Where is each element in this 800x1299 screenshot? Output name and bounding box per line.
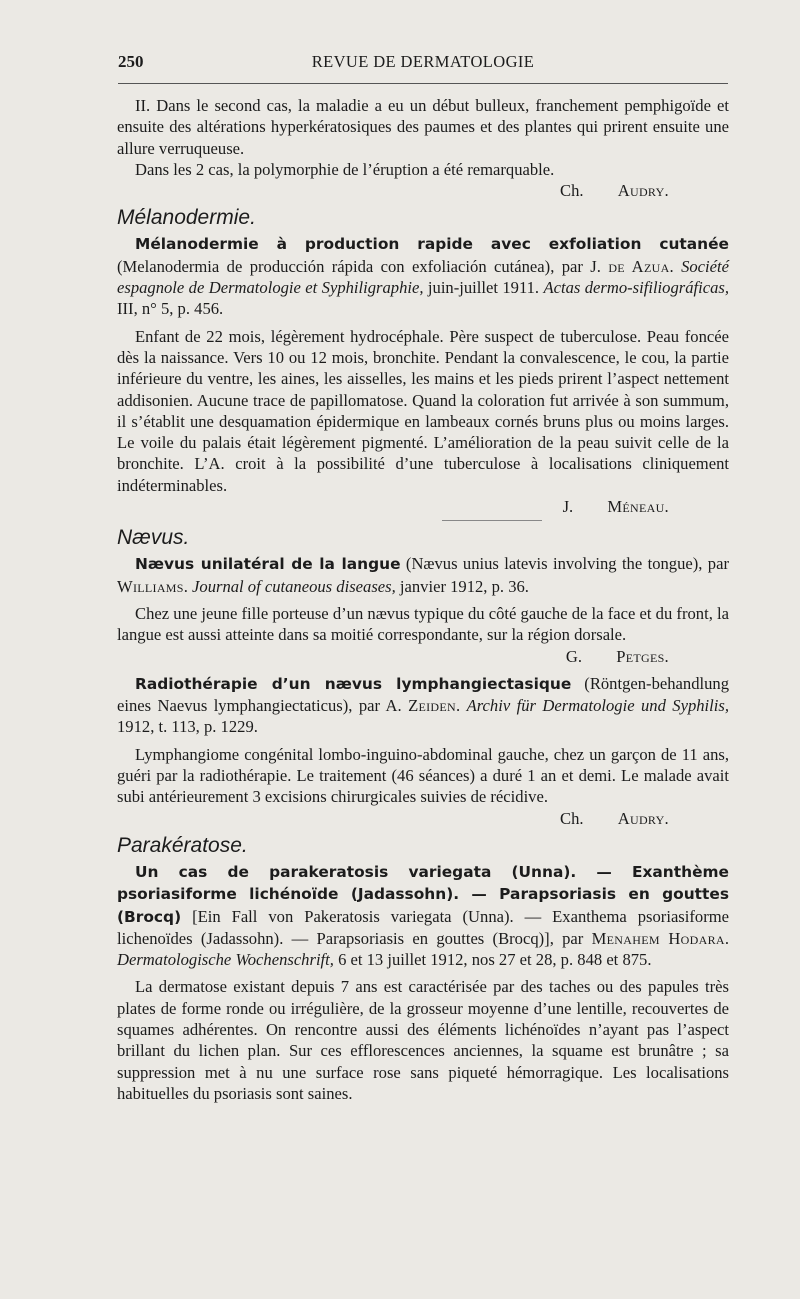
paragraph: Chez une jeune fille porteuse d’un nævus typique du côté gauche de la face et du front, la langue est aussi atteinte dans sa moitié correspondante, sur la région dorsale. [117, 603, 729, 645]
page-header [118, 52, 728, 82]
article-title: Nævus unilatéral de la langue [135, 555, 401, 574]
article-body [117, 95, 729, 1104]
article-title: Un cas de parakeratosis variegata (Unna). — Exanthème psoriasiforme lichénoïde (Jadassohn). — Parapsoriasis en gouttes (Brocq) [117, 862, 729, 926]
section-heading: Parakératose. [117, 833, 248, 857]
section-heading: Mélanodermie. [117, 206, 256, 230]
author-name: Menahem Hodara [591, 928, 725, 948]
article-title: Radiothérapie d’un nævus lymphangiectasique [135, 674, 572, 693]
running-title: REVUE DE DERMATOLOGIE [311, 52, 535, 71]
article-title: Mélanodermie à production rapide avec exfoliation cutanée [135, 235, 729, 254]
journal-name: Société espagnole de Dermatologie et Syphiligraphie, [117, 256, 729, 298]
author-name: Zeiden [408, 696, 456, 716]
article-reference: Nævus unilatéral de la langue (Nævus unius latevis involving the tongue), par Williams. Journal of cutaneous diseases, janvier 1912, p. 36. [117, 554, 729, 596]
separator-rule [442, 520, 542, 521]
author-name: Williams [117, 576, 184, 596]
signature: G. Petges. [565, 646, 669, 666]
signature: J. Méneau. [562, 497, 669, 517]
article-reference: Radiothérapie d’un nævus lymphangiectasique (Röntgen-behandlung eines Naevus lymphangiectaticus), par A. Zeiden. Archiv für Dermatologie und Syphilis, 1912, t. 113, p. 1229. [117, 673, 729, 737]
article-reference: Un cas de parakeratosis variegata (Unna). — Exanthème psoriasiforme lichénoïde (Jadassohn). — Parapsoriasis en gouttes (Brocq) [Ein Fall von Pakeratosis variegata (Unna). — Exanthema psoriasiforme lichenoïdes (Jadassohn). — Parapsoriasis en gouttes (Brocq)], par Menahem Hodara. Dermatologische Wochenschrift, 6 et 13 juillet 1912, nos 27 et 28, p. 848 et 875. [117, 862, 729, 970]
author-name: de Azua [608, 256, 670, 276]
header-rule [118, 83, 728, 84]
paragraph: La dermatose existant depuis 7 ans est caractérisée par des taches ou des papules très plates de forme ronde ou irrégulière, de la grosseur moyenne d’une lentille, recouvertes de squames adhérentes. On rencontre aussi des éléments lichénoïdes n’ayant pas l’aspect brillant du lichen plan. Sur ces efflorescences anciennes, la squame est brunâtre ; sa suppression met à nu une surface rose sans piqueté hémorragique. Les localisations habituelles du psoriasis sont saines. [117, 977, 729, 1103]
journal-name: Dermatologische Wochenschrift, [117, 950, 334, 970]
paragraph: Lymphangiome congénital lombo-inguino-abdominal gauche, chez un garçon de 11 ans, guéri par la radiothérapie. Le traitement (46 séances) a duré 1 an et demi. Le malade avait subi antérieurement 3 excisions chirurgicales suivies de récidive. [117, 744, 729, 807]
article-reference: Mélanodermie à production rapide avec exfoliation cutanée (Melanodermia de producción rápida con exfoliación cutánea), par J. de Azua. Société espagnole de Dermatologie et Syphiligraphie, juin-juillet 1911. Actas dermo-sifiliográficas, III, n° 5, p. 456. [117, 235, 729, 319]
signature: Ch. Audry. [560, 181, 669, 201]
journal-name: Archiv für Dermatologie und Syphilis, [466, 696, 729, 716]
signature: Ch. Audry. [560, 808, 669, 828]
journal-name: Actas dermo-sifiliográficas, [543, 278, 729, 298]
section-heading: Nævus. [117, 526, 190, 550]
paragraph: II. Dans le second cas, la maladie a eu un début bulleux, franchement pemphigoïde et ensuite des altérations hyperkératosiques des paumes et des plantes qui prirent ensuite une allure verruqueuse. [117, 96, 729, 158]
journal-name: Journal of cutaneous diseases, [192, 576, 396, 596]
page-number: 250 [118, 52, 144, 71]
paragraph: Enfant de 22 mois, légèrement hydrocéphale. Père suspect de tuberculose. Peau foncée dès la naissance. Vers 10 ou 12 mois, bronchite. Pendant la convalescence, le cou, la partie inférieure du ventre, les aines, les aisselles, les mains et les pieds prirent l’aspect nettement addisonien. Aucune trace de papillomatose. Quand la coloration fut arrivée à son summum, il s’établit une desquamation épidermique en lambeaux cornés bruns plus ou moins larges. Le voile du palais était légèrement pigmenté. L’amélioration de la peau suivit celle de la bronchite. L’A. croit à la possibilité d’une tuberculose à localisations cliniquement indéterminables. [117, 326, 729, 495]
paragraph: Dans les 2 cas, la polymorphie de l’éruption a été remarquable. [135, 159, 555, 179]
